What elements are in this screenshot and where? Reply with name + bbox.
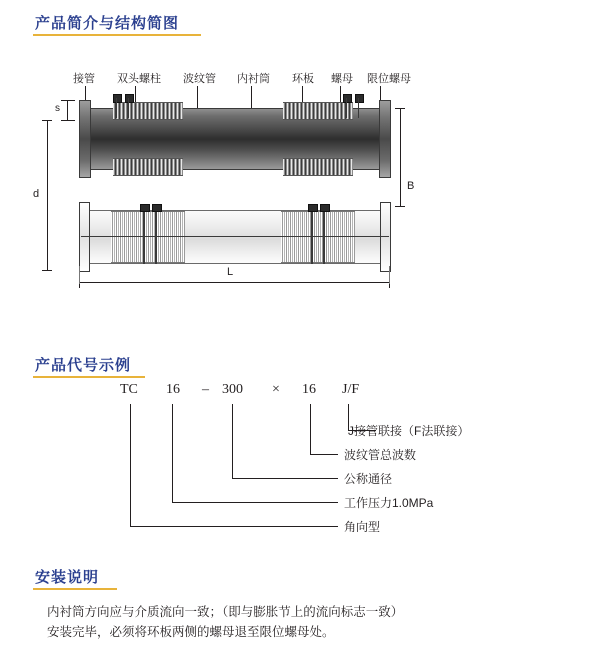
flange-left-top [79,100,91,178]
ext-line-right [389,266,390,284]
bolt-head-bottom-left-2 [152,204,162,212]
code-part-connection: J/F [342,382,360,397]
leader-stud-bolt [135,86,136,102]
section-rule-structure [33,34,201,36]
leader-nut [340,86,341,102]
stud-bolt-shank-right-2 [358,98,359,118]
dim-tick-s-top [61,100,75,101]
code-leader-horizontal-pressure [172,502,338,503]
code-desc-connection: J接管联接（F法联接） [348,424,470,438]
bolt-bottom-left-2 [155,208,157,264]
dim-line-L [79,282,389,283]
code-leader-horizontal-type [130,526,338,527]
callout-label-limit-nut: 限位螺母 [367,73,411,85]
stud-bolt-head-left-2 [125,94,134,103]
stud-bolt-head-left-1 [113,94,122,103]
callout-label-liner: 内衬筒 [237,73,270,85]
code-desc-waves: 波纹管总波数 [344,448,417,462]
code-part-waves: 16 [302,382,316,397]
code-desc-diameter: 公称通径 [344,472,393,486]
code-leader-vertical-diameter [232,404,233,478]
code-leader-vertical-type [130,404,131,526]
bellows-right-bottom-view [281,211,355,263]
section-rule-code [33,376,145,378]
code-part-dash: – [202,382,209,397]
dim-line-s [67,100,68,120]
dim-tick-d-top [42,120,52,121]
dim-tick-d-bottom [42,270,52,271]
flange-right-bottom [380,202,391,272]
code-part-pressure: 16 [166,382,180,397]
dim-tick-B-bottom [395,206,405,207]
dim-label-L: L [227,266,234,278]
bolt-head-bottom-right-1 [308,204,318,212]
section-rule-install [33,588,117,590]
code-leader-vertical-pressure [172,404,173,502]
code-part-times: × [272,382,280,397]
bellows-left-top [113,102,183,120]
dim-line-B [400,108,401,206]
code-desc-pressure: 工作压力1.0MPa [344,496,434,510]
bolt-bottom-right-1 [311,208,313,264]
flange-right-top [379,100,391,178]
callout-label-ring-plate: 环板 [292,73,314,85]
bolt-bottom-right-2 [323,208,325,264]
section-title-structure: 产品简介与结构简图 [35,15,180,32]
stud-bolt-shank-left-1 [116,98,117,118]
install-note-line-2: 安装完毕，必须将环板两侧的螺母退至限位螺母处。 [47,625,335,639]
dim-label-d: d [33,188,40,200]
bellows-left-bottom [113,158,183,176]
code-leader-horizontal-diameter [232,478,338,479]
tie-rod-center-line [81,236,389,237]
ext-line-left [79,266,80,284]
structure-diagram [33,70,455,290]
stud-bolt-shank-left-2 [128,98,129,118]
bellows-right-top [283,102,353,120]
stud-bolt-shank-right-1 [346,98,347,118]
stud-bolt-head-right-2 [355,94,364,103]
code-desc-type: 角向型 [344,520,381,534]
dim-label-s: s [55,103,60,114]
code-leader-horizontal-waves [310,454,338,455]
stud-bolt-head-right-1 [343,94,352,103]
flange-left-bottom [79,202,90,272]
bellows-right-bottom [283,158,353,176]
bellows-left-bottom-view [111,211,185,263]
product-code-diagram [120,382,540,532]
section-title-install: 安装说明 [35,569,100,586]
bolt-head-bottom-right-2 [320,204,330,212]
code-part-type: TC [120,382,138,397]
section-title-code: 产品代号示例 [35,357,132,374]
dim-tick-s-bottom [61,120,75,121]
dim-label-B: B [407,180,415,192]
callout-label-stud-bolt: 双头螺柱 [117,73,161,85]
code-leader-vertical-waves [310,404,311,454]
dim-line-d [47,120,48,270]
callout-label-bellows: 波纹管 [183,73,216,85]
callout-label-nut: 螺母 [331,73,353,85]
dim-tick-B-top [395,108,405,109]
bolt-head-bottom-left-1 [140,204,150,212]
code-part-diameter: 300 [222,382,243,397]
bolt-bottom-left-1 [143,208,145,264]
install-note-line-1: 内衬筒方向应与介质流向一致；（即与膨胀节上的流向标志一致） [47,605,404,619]
callout-label-connector: 接管 [73,73,95,85]
